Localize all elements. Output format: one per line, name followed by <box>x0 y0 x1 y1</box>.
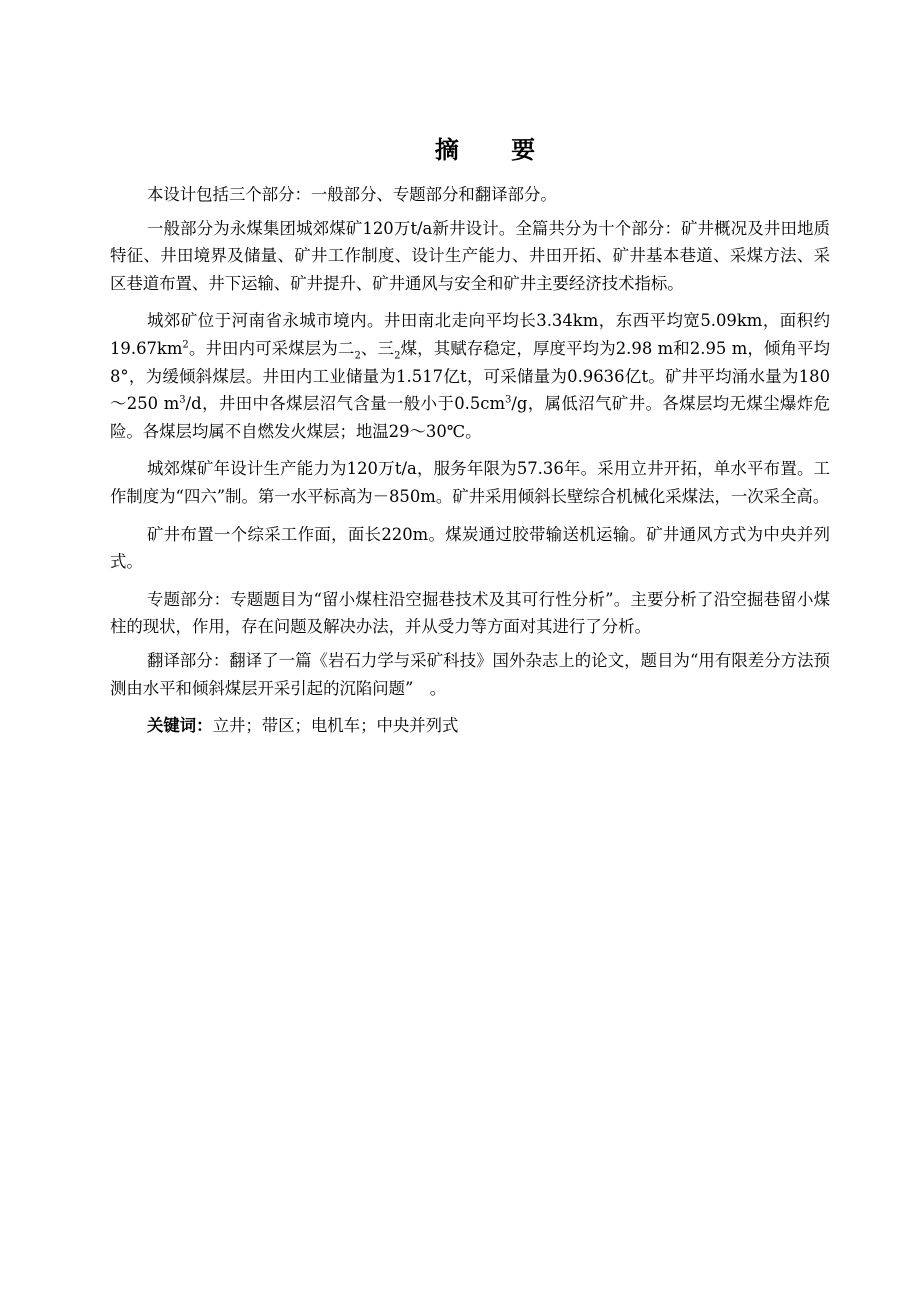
text-segment: /g，属低沼气矿井。各煤层均无煤尘爆炸危险。各煤层均属不自燃发火煤层；地温29～30℃。 <box>110 394 830 441</box>
abstract-body <box>110 181 830 750</box>
paragraph-general-part: 一般部分为永煤集团城郊煤矿120万t/a新井设计。全篇共分为十个部分：矿井概况及井田地质特征、井田境界及储量、矿井工作制度、设计生产能力、井田开拓、矿井基本巷道、采煤方法、采区巷道布置、井下运输、矿井提升、矿井通风与安全和矿井主要经济技术指标。 <box>110 218 830 293</box>
paragraph-production-capacity: 城郊煤矿年设计生产能力为120万t/a，服务年限为57.36年。采用立井开拓，单水平布置。工作制度为“四六”制。第一水平标高为－850m。矿井采用倾斜长壁综合机械化采煤法，一次采全高。 <box>110 459 830 506</box>
subscript: 2 <box>354 350 361 362</box>
text-segment: /d，井田中各煤层沼气含量一般小于0.5cm <box>185 394 506 414</box>
paragraph-mine-overview <box>110 307 830 445</box>
keywords-label: 关键词： <box>147 716 213 736</box>
superscript: 2 <box>182 339 189 351</box>
page-title: 摘 要 <box>434 136 558 164</box>
paragraph-working-face: 矿井布置一个综采工作面，面长220m。煤炭通过胶带输送机运输。矿井通风方式为中央并列式。 <box>110 524 830 572</box>
superscript: 3 <box>179 394 186 406</box>
text-segment: 、三 <box>360 338 395 358</box>
subscript: 2 <box>394 350 401 362</box>
text-segment: 城郊矿位于河南省永城市境内。井田南北走向平均长3.34km，东西平均宽5.09km，面积约19.67km <box>110 311 830 358</box>
text-segment: 。井田内可采煤层为二 <box>188 338 355 358</box>
paragraph-intro: 本设计包括三个部分：一般部分、专题部分和翻译部分。 <box>147 185 557 204</box>
keywords-line <box>110 712 830 740</box>
paragraph-translation: 翻译部分：翻译了一篇《岩石力学与采矿科技》国外杂志上的论文，题目为“用有限差分方法预测由水平和倾斜煤层开采引起的沉陷问题” 。 <box>110 650 830 698</box>
keywords-value: 立井；带区；电机车；中央并列式 <box>212 716 459 736</box>
paragraph-special-topic: 专题部分：专题题目为“留小煤柱沿空掘巷技术及其可行性分析”。主要分析了沿空掘巷留小煤柱的现状，作用，存在问题及解决办法，并从受力等方面对其进行了分析。 <box>110 589 830 637</box>
text-segment: 煤，其赋存稳定，厚度平均为2.98 m和2.95 m，倾角平均8°，为缓倾斜煤层。井田内工业储量为1.517亿t，可采储量为0.9636亿t。矿井平均涌水量为180～250 m <box>110 338 831 414</box>
superscript: 3 <box>505 394 512 406</box>
